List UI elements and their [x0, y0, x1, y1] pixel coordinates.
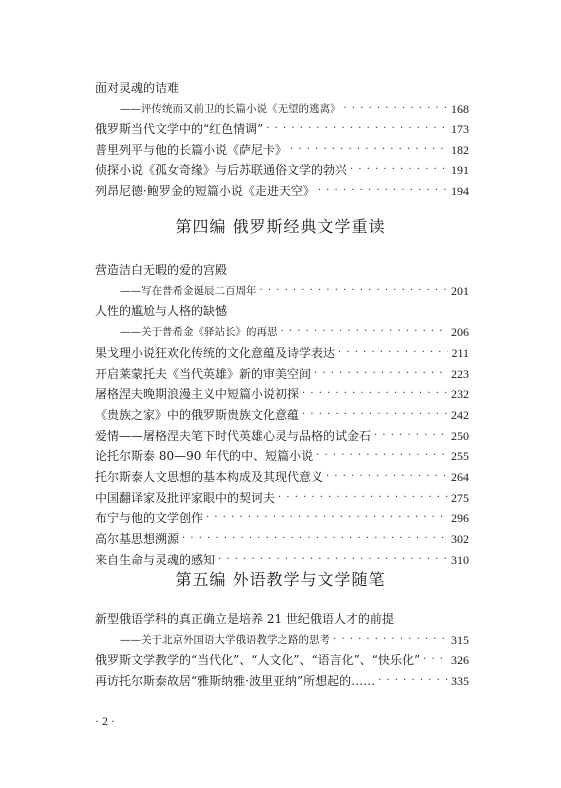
toc-subtitle-entry: [120, 283, 469, 299]
toc-entry: [95, 162, 469, 178]
toc-leader-dots: [326, 469, 448, 485]
toc-leader-dots: [266, 121, 448, 137]
toc-subtitle-entry: [120, 101, 469, 117]
toc-entry-title: 爱情——屠格涅夫笔下时代英雄心灵与品格的试金石: [95, 428, 372, 443]
toc-leader-dots: [260, 283, 449, 299]
toc-page-number: 191: [451, 163, 469, 177]
toc-page-number: 250: [451, 428, 469, 443]
toc-entry-title: 普里列平与他的长篇小说《萨尼卡》: [95, 142, 288, 157]
toc-leader-dots: [281, 324, 449, 340]
toc-entry: [95, 121, 469, 137]
toc-entry: [95, 345, 469, 361]
toc-subtitle-entry: [120, 324, 469, 340]
toc-leader-dots: [338, 345, 448, 361]
toc-page-number: 275: [451, 490, 469, 505]
page-number: · 2 ·: [95, 714, 115, 728]
toc-entry-title: 人性的尴尬与人格的缺憾: [95, 304, 228, 319]
toc-leader-dots: [374, 428, 448, 444]
toc-page-number: 326: [451, 653, 469, 667]
toc-entry: [95, 262, 469, 278]
toc-entry-title: 布宁与他的文学创作: [95, 511, 204, 526]
toc-entry-title: 新型俄语学科的真正确立是培养 21 世纪俄语人才的前提: [95, 612, 394, 626]
toc-page-number: 310: [451, 552, 469, 567]
toc-leader-dots: [290, 142, 448, 158]
toc-leader-dots: [218, 552, 448, 568]
toc-leader-dots: [344, 101, 449, 117]
toc-entry: [95, 469, 469, 485]
toc-page-number: 264: [451, 470, 469, 484]
toc-leader-dots: [316, 448, 448, 464]
toc-entry-title: 果戈理小说狂欢化传统的文化意蕴及诗学表达: [95, 345, 336, 360]
toc-entry-title: 面对灵魂的诘难: [95, 81, 180, 95]
toc-leader-dots: [378, 673, 448, 689]
toc-leader-dots: [318, 183, 448, 199]
toc-page-number: 206: [451, 325, 469, 340]
toc-entry-title: 营造洁白无暇的爱的宫殿: [95, 263, 228, 277]
toc-entry: [95, 428, 469, 444]
toc-page-number: 173: [451, 122, 469, 136]
toc-page-number: 182: [451, 142, 469, 157]
toc-entry-title: 托尔斯泰人文思想的基本构成及其现代意义: [95, 470, 324, 484]
toc-leader-dots: [302, 407, 448, 423]
toc-leader-dots: [302, 386, 448, 402]
toc-page-number: 242: [451, 407, 469, 422]
toc-page-number: 201: [451, 283, 469, 298]
toc-leader-dots: [333, 632, 448, 648]
toc-entry: [95, 652, 469, 668]
toc-entry-title: 俄罗斯文学教学的“当代化”、“人文化”、“语言化”、“快乐化”: [95, 653, 421, 667]
toc-entry-title: 列昂尼德·鲍罗金的短篇小说《走进天空》: [95, 183, 315, 198]
toc-entry-title: ——写在普希金诞辰二百周年: [120, 284, 257, 297]
toc-entry-title: 高尔基思想溯源: [95, 532, 180, 547]
toc-page-number: 194: [451, 183, 469, 198]
toc-entry-title: 论托尔斯泰 80—90 年代的中、短篇小说: [95, 449, 314, 464]
toc-entry: [95, 490, 469, 506]
toc-page-number: 315: [451, 632, 469, 647]
toc-entry: [95, 448, 469, 464]
toc-entry-title: 来自生命与灵魂的感知: [95, 552, 216, 567]
toc-leader-dots: [182, 531, 448, 547]
toc-subtitle-entry: [120, 632, 469, 648]
part-five-heading: 第五编 外语教学与文学随笔: [175, 570, 386, 589]
toc-entry-title: 开启莱蒙托夫《当代英雄》新的审美空间: [95, 366, 312, 381]
toc-entry: [95, 407, 469, 423]
toc-page-number: 335: [451, 673, 469, 688]
toc-entry: [95, 142, 469, 158]
toc-leader-dots: [206, 510, 448, 526]
toc-page-number: 232: [451, 387, 469, 402]
toc-page-number: 168: [451, 101, 469, 116]
toc-entry-title: 屠格涅夫晚期浪漫主义中短篇小说初探: [95, 387, 300, 402]
part-four-heading: 第四编 俄罗斯经典文学重读: [175, 217, 386, 236]
toc-entry: [95, 183, 469, 199]
toc-page-number: 255: [451, 449, 469, 464]
toc-entry: [95, 552, 469, 568]
toc-entry-title: 再访托尔斯泰故居“雅斯纳雅·波里亚纳”所想起的……: [95, 673, 376, 688]
toc-entry: [95, 531, 469, 547]
toc-leader-dots: [423, 652, 448, 668]
toc-entry-title: 中国翻译家及批评家眼中的契诃夫: [95, 490, 276, 505]
toc-page-number: 223: [451, 366, 469, 381]
toc-entry: [95, 386, 469, 402]
toc-leader-dots: [314, 366, 448, 382]
toc-entry-title: 侦探小说《孤女奇缘》与后苏联通俗文学的勃兴: [95, 163, 348, 177]
toc-entry: [95, 673, 469, 689]
toc-entry-title: ——关于北京外国语大学俄语教学之路的思考: [120, 633, 330, 646]
toc-entry: [95, 303, 469, 319]
toc-page-number: 296: [451, 511, 469, 526]
toc-entry: [95, 80, 469, 96]
toc-leader-dots: [350, 162, 448, 178]
toc-entry-title: 俄罗斯当代文学中的“红色情调”: [95, 122, 264, 136]
toc-page-number: 302: [451, 532, 469, 547]
toc-page-number: 211: [451, 345, 469, 360]
toc-entry-title: ——关于普希金《驿站长》的再思: [120, 326, 278, 339]
toc-entry: [95, 611, 469, 627]
toc-entry: [95, 510, 469, 526]
toc-entry-title: 《贵族之家》中的俄罗斯贵族文化意蕴: [95, 407, 300, 422]
toc-entry: [95, 366, 469, 382]
toc-entry-title: ——评传统而又前卫的长篇小说《无望的逃离》: [120, 102, 341, 115]
toc-leader-dots: [278, 490, 448, 506]
